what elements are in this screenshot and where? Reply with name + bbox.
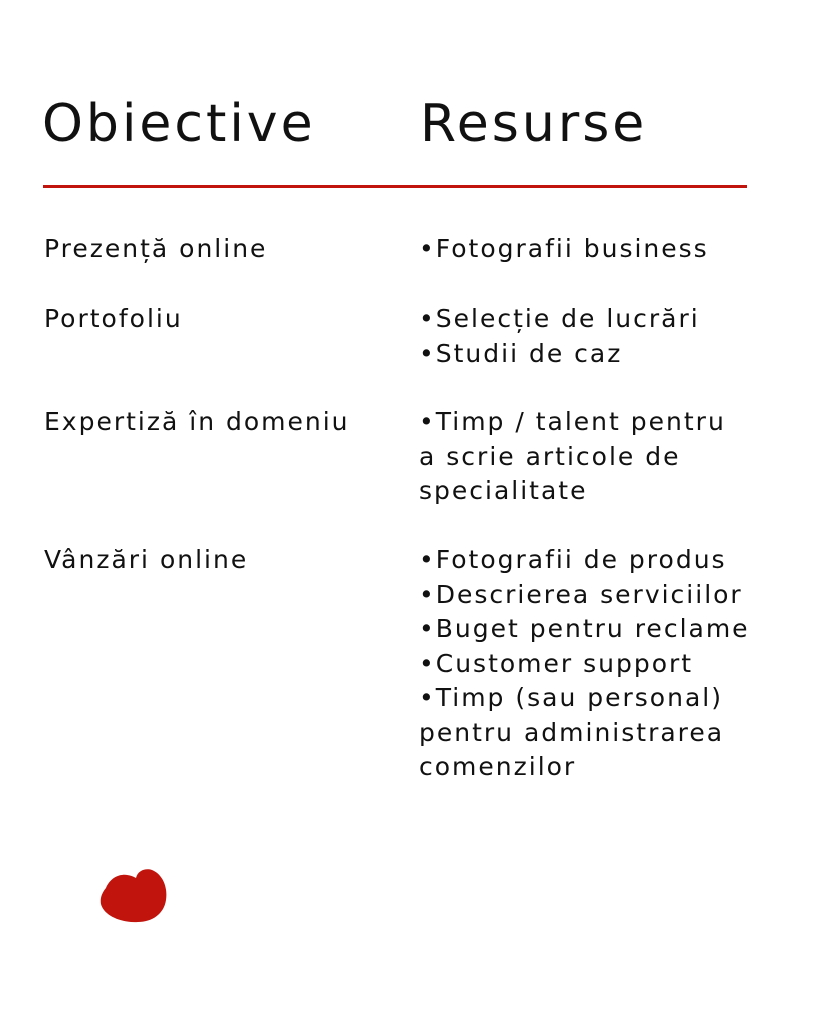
header-divider (43, 185, 747, 188)
resource-list (419, 302, 815, 371)
resource-item: specialitate (419, 476, 588, 505)
objective-label: Portofoliu (44, 304, 183, 333)
resource-item: comenzilor (419, 752, 577, 781)
resource-item: •Fotografii business (419, 234, 709, 263)
red-blob-icon (98, 866, 170, 926)
resource-item: pentru administrarea (419, 717, 725, 747)
resource-item: •Timp (sau personal) (419, 683, 723, 712)
objectives-heading: Obiective (42, 94, 316, 154)
objective-label: Expertiză în domeniu (44, 407, 350, 436)
resource-item: •Descrierea serviciilor (419, 579, 743, 609)
resource-item: •Fotografii de produs (419, 545, 727, 574)
resource-item: •Timp / talent pentru (419, 407, 726, 436)
objective-label: Prezență online (44, 234, 268, 263)
objective-label: Vânzări online (44, 545, 249, 574)
resource-item: a scrie articole de (419, 441, 681, 471)
resource-item: •Studii de caz (419, 338, 623, 368)
resource-item: •Buget pentru reclame (419, 614, 750, 643)
resource-item: •Selecție de lucrări (419, 304, 700, 333)
resource-list (419, 405, 815, 509)
resource-item: •Customer support (419, 648, 694, 678)
resource-list (419, 232, 815, 267)
resource-list (419, 543, 815, 785)
resources-heading: Resurse (420, 94, 648, 154)
